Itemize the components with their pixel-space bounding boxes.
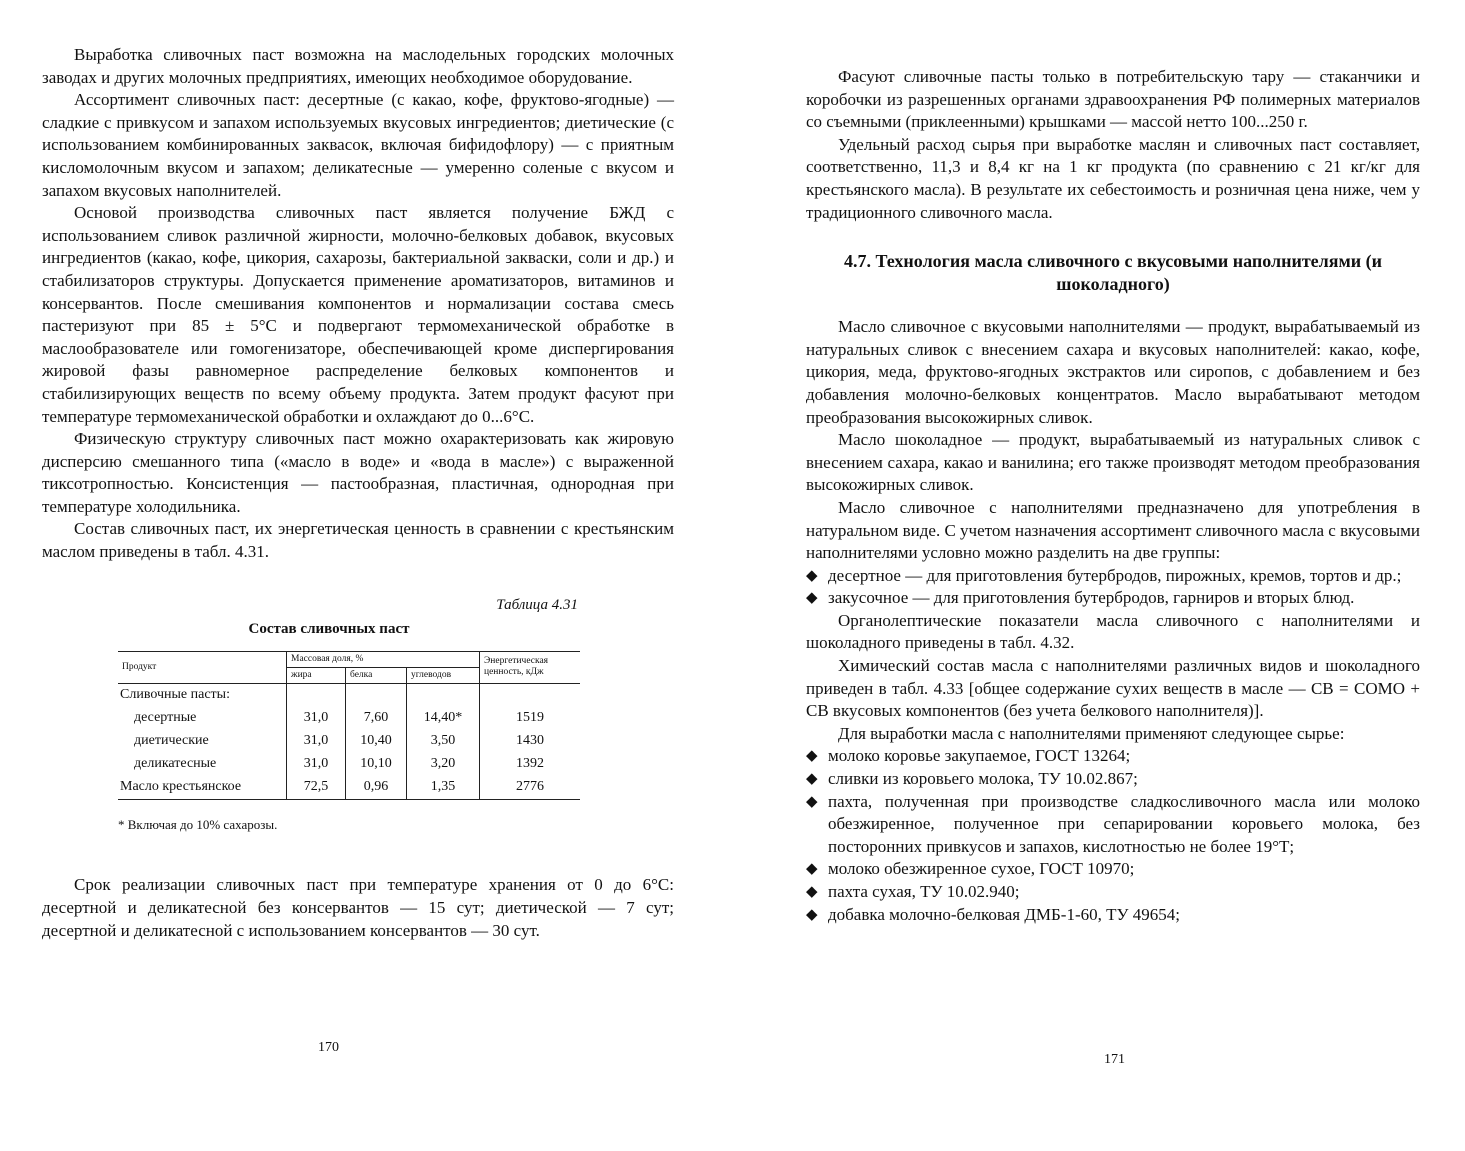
- paragraph: Срок реализации сливочных паст при температуре хранения от 0 до 6°С: десертной и деликатесной без консервантов — 15 сут; диетической — 7 сут; десертной и деликатесной с использованием консервантов — 30 сут.: [42, 875, 674, 940]
- page-number: 170: [318, 1040, 339, 1055]
- table-row: [118, 683, 580, 707]
- cell-fat: 31,0: [287, 753, 346, 776]
- cell-energy: 1519: [480, 707, 581, 730]
- paragraph: Масло сливочное с вкусовыми наполнителями — продукт, вырабатываемый из натуральных сливок с внесением сахара и вкусовых наполнителей: какао, кофе, цикория, меда, фруктово-ягодных экстрактов или сиропов, с добавлением и без добавления молочно-белковых концентратов. Масло вырабатывают методом преобразования высокожирных сливок.: [806, 317, 1420, 427]
- left-page: [0, 0, 732, 1151]
- paragraph: Выработка сливочных паст возможна на маслодельных городских молочных заводах и других молочных предприятиях, имеющих необходимое оборудование.: [42, 45, 674, 87]
- header-carbs: углеводов: [407, 667, 480, 683]
- right-text-column: [806, 66, 1420, 926]
- paragraph: Масло сливочное с наполнителями предназначено для употребления в натуральном виде. С учетом назначения ассортимент сливочного масла с вкусовыми наполнителями условно можно разделить на две группы:: [806, 497, 1420, 563]
- list-item: [806, 858, 1420, 881]
- list-item-text: пахта, полученная при производстве сладкосливочного масла или молоко обезжиренное, полученное при сепарировании коровьего молока, без посторонних привкусов и запахов, кислотностью не более 19°Т;: [828, 791, 1420, 856]
- paragraph: Состав сливочных паст, их энергетическая ценность в сравнении с крестьянским маслом приведены в табл. 4.31.: [42, 519, 674, 562]
- table-row: [118, 730, 580, 753]
- right-page: [732, 0, 1465, 1151]
- cell-protein: 10,40: [346, 730, 407, 753]
- group-label: Сливочные пасты:: [120, 687, 230, 703]
- list-item: [806, 881, 1420, 904]
- page-number: 171: [1104, 1052, 1125, 1067]
- paragraph: Органолептические показатели масла сливочного с наполнителями и шоколадного приведены в табл. 4.32.: [806, 610, 1420, 653]
- cell-fat: 31,0: [287, 707, 346, 730]
- list-item-text: закусочное — для приготовления бутербродов, гарниров и вторых блюд.: [828, 588, 1355, 608]
- list-item-text: молоко обезжиренное сухое, ГОСТ 10970;: [828, 859, 1135, 879]
- paragraph: Физическую структуру сливочных паст можно охарактеризовать как жировую дисперсию смешанного типа («масло в воде» и «вода в масле») с выраженной тиксотропностью. Консистенция — пастообразная, пластичная, однородная при температуре холодильника.: [42, 429, 674, 516]
- left-text-column: [42, 44, 674, 942]
- list-item: [806, 745, 1420, 768]
- cell-energy: 1392: [480, 753, 581, 776]
- cell-name: деликатесные: [134, 756, 217, 772]
- header-fat: жира: [287, 667, 346, 683]
- diamond-bullet-icon: ◆: [806, 590, 818, 607]
- cell-energy: 2776: [480, 776, 581, 800]
- cell-energy: 1430: [480, 730, 581, 753]
- cell-name: диетические: [134, 733, 209, 749]
- list-item-text: десертное — для приготовления бутербродов, пирожных, кремов, тортов и др.;: [828, 565, 1402, 585]
- diamond-bullet-icon: ◆: [806, 748, 818, 765]
- diamond-bullet-icon: ◆: [806, 906, 818, 923]
- cell-carbs: 3,20: [407, 753, 480, 776]
- list-item-text: добавка молочно-белковая ДМБ-1-60, ТУ 49654;: [828, 904, 1181, 924]
- paragraph: Фасуют сливочные пасты только в потребительскую тару — стаканчики и коробочки из разрешенных органами здравоохранения РФ полимерных материалов со съемными (приклеенными) крышками — массой нетто 100...250 г.: [806, 67, 1420, 132]
- diamond-bullet-icon: ◆: [806, 861, 818, 878]
- table-row: [118, 753, 580, 776]
- diamond-bullet-icon: ◆: [806, 884, 818, 900]
- table-footnote: * Включая до 10% сахарозы.: [118, 816, 278, 832]
- cell-carbs: 1,35: [407, 776, 480, 800]
- list-item: [806, 768, 1420, 791]
- cell-name: Масло крестьянское: [118, 776, 287, 800]
- list-item: [806, 565, 1420, 588]
- table-row: [118, 776, 580, 800]
- cell-fat: 72,5: [287, 776, 346, 800]
- list-item-text: пахта сухая, ТУ 10.02.940;: [828, 882, 1020, 901]
- paragraph: Удельный расход сырья при выработке маслян и сливочных паст составляет, соответственно, 11,3 и 8,4 кг на 1 кг продукта (по сравнению с 21 кг/кг для крестьянского масла). В результате их себестоимость и розничная цена ниже, чем у традиционного сливочного масла.: [806, 134, 1420, 222]
- cell-protein: 10,10: [346, 753, 407, 776]
- cell-carbs: 3,50: [407, 730, 480, 753]
- cell-fat: 31,0: [287, 730, 346, 753]
- table-caption: Таблица 4.31: [496, 596, 578, 613]
- composition-table: [118, 651, 580, 800]
- paragraph: Химический состав масла с наполнителями различных видов и шоколадного приведен в табл. 4.33 [общее содержание сухих веществ в масле — СВ = СОМО + СВ вкусовых компонентов (без учета белкового наполнителя)].: [806, 656, 1420, 721]
- list-item-text: молоко коровье закупаемое, ГОСТ 13264;: [828, 746, 1131, 766]
- header-protein: белка: [346, 667, 407, 683]
- raw-materials-list: [806, 745, 1420, 926]
- list-item: [806, 791, 1420, 859]
- paragraph: Для выработки масла с наполнителями применяют следующее сырье:: [838, 723, 1345, 743]
- cell-protein: 7,60: [346, 707, 407, 730]
- header-product: Продукт: [118, 651, 287, 683]
- section-heading: 4.7. Технология масла сливочного с вкусовыми наполнителями (и шоколадного): [843, 251, 1383, 295]
- groups-list: [806, 565, 1420, 610]
- paragraph: Ассортимент сливочных паст: десертные (с какао, кофе, фруктово-ягодные) — сладкие с привкусом и запахом используемых вкусовых ингредиентов; диетические (с использованием комбинированных заквасок, включая бифидофлору) — с приятным кисломолочным вкусом и запахом; деликатесные — умеренно соленые с вкусом и запахом вкусовых наполнителей.: [42, 90, 674, 200]
- diamond-bullet-icon: ◆: [806, 793, 818, 810]
- paragraph: Основой производства сливочных паст является получение БЖД с использованием сливок различной жирности, молочно-белковых добавок, вкусовых ингредиентов (какао, кофе, цикория, сахарозы, бактериальной закваски, соли и др.) и стабилизаторов структуры. Допускается применение ароматизаторов, витаминов и консервантов. После смешивания компонентов и нормализации состава смесь пастеризуют при 85 ± 5°С и подвергают термомеханической обработке в маслообразователе или гомогенизаторе, обеспечивающей кроме диспергирования жировой фазы равномерное распределение белковых компонентов и стабилизирующих веществ по всему объему продукта. Затем продукт фасуют при температуре термомеханической обработки и охлаждают до 0...6°С.: [42, 203, 674, 426]
- cell-name: десертные: [134, 710, 197, 726]
- table-row: [118, 707, 580, 730]
- cell-protein: 0,96: [346, 776, 407, 800]
- list-item: [806, 587, 1420, 610]
- diamond-bullet-icon: ◆: [806, 567, 818, 584]
- paragraph: Масло шоколадное — продукт, вырабатываемый из натуральных сливок с внесением сахара, какао и ванилина; его также производят методом преобразования высокожирных сливок.: [806, 430, 1420, 495]
- diamond-bullet-icon: ◆: [806, 771, 818, 788]
- list-item-text: сливки из коровьего молока, ТУ 10.02.867;: [828, 769, 1138, 789]
- table-title: Состав сливочных паст: [248, 621, 410, 638]
- header-energy: Энергетическая ценность, кДж: [480, 651, 581, 683]
- list-item: [806, 904, 1420, 927]
- header-mass-fraction: Массовая доля, %: [287, 651, 480, 667]
- cell-carbs: 14,40*: [407, 707, 480, 730]
